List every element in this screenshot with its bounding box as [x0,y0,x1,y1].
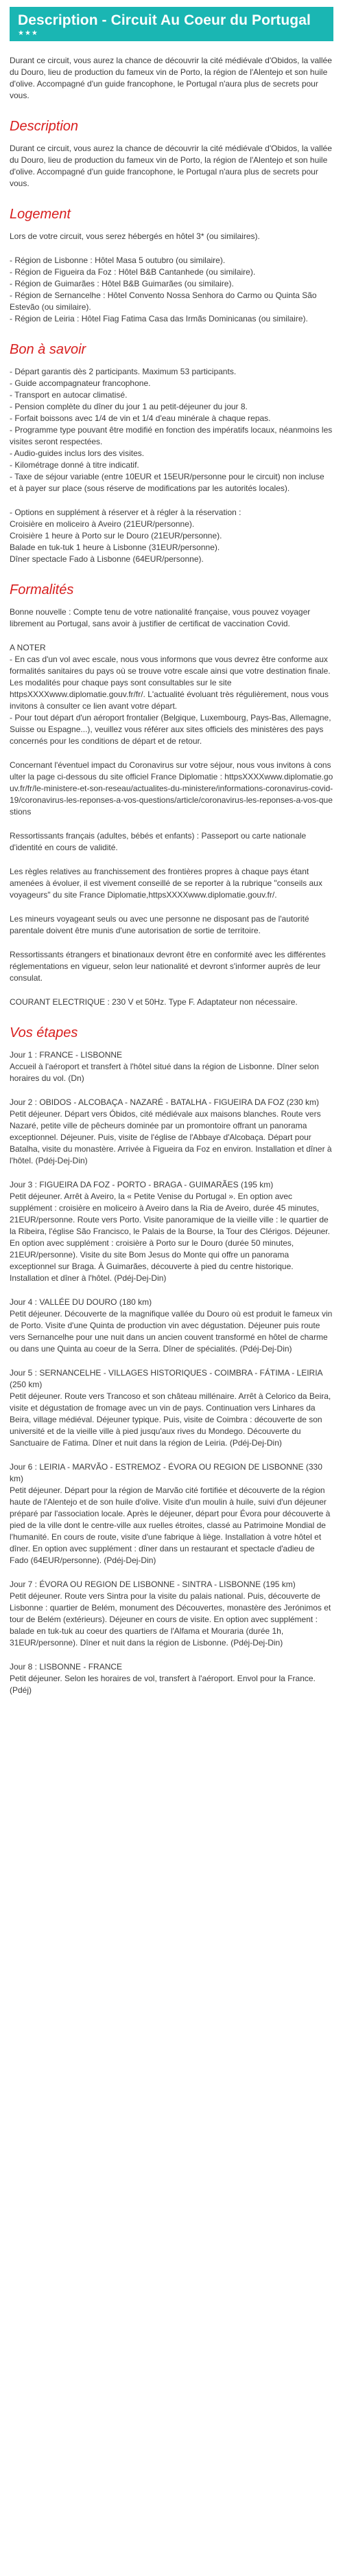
stage-title: Jour 5 : SERNANCELHE - VILLAGES HISTORIQUES - COIMBRA - FÁTIMA - LEIRIA (250 km) [10,1368,322,1389]
stage-item [10,1579,333,1649]
logement-item: - Région de Sernancelhe : Hôtel Convento Nossa Senhora do Carmo ou Quinta São Estevão (ou similaire). [10,290,317,312]
formalites-paragraph: Concernant l'éventuel impact du Coronavirus sur votre séjour, nous vous invitons à consulter la page ci-dessous du site officiel France Diplomatie : httpsXXXXwww.diplomatie.gouv.fr/fr/le-ministere-et-son-reseau/actualites-du-ministere/informations-coronavirus-covid-19/coronavirus-les-reponses-a-vos-questions/article/coronavirus-les-reponses-a-vos-questions [10,760,333,817]
info-item: - Guide accompagnateur francophone. [10,378,151,388]
description-heading: Description [10,119,79,134]
logement-item: - Région de Figueira da Foz : Hôtel B&B Cantanhede (ou similaire). [10,267,256,277]
intro-paragraph: Durant ce circuit, vous aurez la chance de découvrir la cité médiévale d'Obidos, la vallée du Douro, lieu de production du fameux vin de Porto, la région de l'Alentejo et son huile d'olive. Accompagné d'un guide francophone, le Portugal n'aura plus de secrets pour vous. [10,56,332,100]
stage-title: Jour 2 : OBIDOS - ALCOBAÇA - NAZARÉ - BATALHA - FIGUEIRA DA FOZ (230 km) [10,1097,319,1107]
logement-list [10,255,333,325]
option-item: Croisière 1 heure à Porto sur le Douro (21EUR/personne). [10,531,222,540]
bon-a-savoir-heading: Bon à savoir [10,342,86,357]
stage-description: Petit déjeuner. Selon les horaires de vol, transfert à l'aéroport. Envol pour la France. (Pdéj) [10,1674,316,1695]
note-line: A NOTER [10,643,46,652]
formalites-paragraph: Bonne nouvelle : Compte tenu de votre nationalité française, vous pouvez voyager librement au Portugal, sans avoir à justifier de certificat de vaccination Covid. [10,607,311,628]
formalites-paragraph: Ressortissants français (adultes, bébés et enfants) : Passeport ou carte nationale d'identité en cours de validité. [10,831,307,852]
main-content [0,41,343,1729]
info-item: - Audio-guides inclus lors des visites. [10,448,145,458]
stage-description: Petit déjeuner. Départ pour la région de Marvão cité fortifiée et découverte de la région haute de l'Alentejo et de son huile d'olive. Visite d'un moulin à huile, suivi d'un déjeuner préparé par l'association locale. Après le déjeuner, départ pour Évora pour découverte à pied de la ville dont le centre-ville aux ruelles étroites, classé au Patrimoine Mondial de l'humanité. En cours de route, visite d'une fabrique à liège. Installation à votre hôtel et dîner. En option avec supplément : dîner dans un restaurant et spectacle d'adieu de Fado (64EUR/personne). (Pdéj-Dej-Din) [10,1485,331,1565]
stage-item [10,1097,333,1167]
option-item: Balade en tuk-tuk 1 heure à Lisbonne (31EUR/personne). [10,543,220,552]
formalites-paragraph: Les mineurs voyageant seuls ou avec une personne ne disposant pas de l'autorité parentale doivent être munis d'une autorisation de sortie de territoire. [10,914,309,935]
logement-item: - Région de Leiria : Hôtel Fiag Fatima Casa das Irmãs Dominicanas (ou similaire). [10,314,308,323]
stage-description: Accueil à l'aéroport et transfert à l'hôtel situé dans la région de Lisbonne. Dîner selon horaires du vol. (Dn) [10,1062,319,1083]
stage-title: Jour 1 : FRANCE - LISBONNE [10,1050,123,1060]
note-line: Les modalités pour chaque pays sont consultables sur le site httpsXXXXwww.diplomatie.gouv.fr/fr/. L'actualité évoluant très régulièrement, nous vous invitons à consulter ce lien avant votre départ. [10,678,329,711]
page-title: Description - Circuit Au Coeur du Portugal [18,12,311,28]
info-item: - Taxe de séjour variable (entre 10EUR et 15EUR/personne pour le circuit) non incluse et à payer sur place (sous réserve de modifications par les autorités locales). [10,472,324,493]
stage-item [10,1049,333,1084]
stage-item [10,1297,333,1355]
stage-description: Petit déjeuner. Découverte de la magnifique vallée du Douro où est produit le fameux vin de Porto. Visite d'une Quinta de production vin avec dégustation. Déjeuner puis route vers Sernancelhe pour une nuit dans un ancien couvent transformé en hôtel de charme ou dans une Quinta au coeur de la Serra. Dîner de spécialités. (Pdéj-Dej-Din) [10,1309,333,1354]
info-item: - Kilométrage donné à titre indicatif. [10,460,139,470]
formalites-heading: Formalités [10,582,74,597]
stage-item [10,1367,333,1449]
formalites-paragraph: COURANT ELECTRIQUE : 230 V et 50Hz. Type F. Adaptateur non nécessaire. [10,997,298,1007]
title-banner [10,7,333,41]
stage-description: Petit déjeuner. Départ vers Óbidos, cité médiévale aux maisons blanches. Route vers Nazaré, petite ville de pêcheurs dominée par un promontoire offrant un panorama exceptionnel. Déjeuner. Puis, visite de l'église de l'Abbaye d'Alcobaça. Départ pour Batalha, visite du monastère. Arrivée à Figueira da Foz en environ. Installation et dîner à l'hôtel. (Pdéj-Dej-Din) [10,1109,332,1165]
note-line: - Pour tout départ d'un aéroport frontalier (Belgique, Luxembourg, Pays-Bas, Allemagne, Suisse ou Espagne...), veuillez vous référer aux sites officiels des ministères des pays concernés pour les conditions de départ et de retour. [10,713,331,746]
option-item: Croisière en moliceiro à Aveiro (21EUR/personne). [10,519,195,529]
bon-a-savoir-list [10,366,333,494]
option-item: - Options en supplément à réserver et à régler à la réservation : [10,508,241,517]
logement-intro: Lors de votre circuit, vous serez hébergés en hôtel 3* (ou similaires). [10,231,260,241]
formalites-paragraph: Les règles relatives au franchissement des frontières propres à chaque pays étant amenées à évoluer, il est vivement conseillé de se reporter à la rubrique "conseils aux voyageurs" du site France Diplomatie,httpsXXXXwww.diplomatie.gouv.fr/. [10,867,322,900]
stage-description: Petit déjeuner. Arrêt à Aveiro, la « Petite Venise du Portugal ». En option avec supplément : croisière en moliceiro à Aveiro dans la Ria de Aveiro, durée 45 minutes, 21EUR/personne. Route vers Porto. Visite panoramique de la vieille ville : le quartier de la Ribeira, l'église São Francisco, le Palais de la Bourse, la Tour des Clérigos. Déjeuner. En option avec supplément : croisière à Porto sur le Douro (durée 50 minutes, 21EUR/personne). Visite du site Bom Jesus do Monte qui offre un panorama exceptionnel sur Braga. À Guimarães, découverte à pied du centre historique. Installation et dîner à l'hôtel. (Pdéj-Dej-Din) [10,1192,330,1283]
logement-item: - Région de Guimarães : Hôtel B&B Guimarães (ou similaire). [10,279,234,288]
note-line: - En cas d'un vol avec escale, nous vous informons que vous devrez être conforme aux formalités sanitaires du pays où se trouve votre escale ainsi que votre destination finale. [10,654,331,676]
stage-item [10,1179,333,1284]
info-item: - Programme type pouvant être modifié en fonction des impératifs locaux, néanmoins les visites seront respectées. [10,425,333,446]
stage-title: Jour 8 : LISBONNE - FRANCE [10,1662,123,1672]
rating-stars: ★★★ [18,30,38,37]
stage-title: Jour 3 : FIGUEIRA DA FOZ - PORTO - BRAGA - GUIMARÃES (195 km) [10,1180,274,1189]
info-item: - Pension complète du dîner du jour 1 au petit-déjeuner du jour 8. [10,402,248,411]
formalites-note [10,642,333,747]
stage-title: Jour 4 : VALLÉE DU DOURO (180 km) [10,1297,152,1307]
etapes-heading: Vos étapes [10,1025,78,1040]
page [0,7,343,1729]
stage-item [10,1661,333,1696]
description-text: Durant ce circuit, vous aurez la chance de découvrir la cité médiévale d'Obidos, la vallée du Douro, lieu de production du fameux vin de Porto, la région de l'Alentejo et son huile d'olive. Accompagné d'un guide francophone, le Portugal n'aura plus de secrets pour vous. [10,144,332,188]
stage-description: Petit déjeuner. Route vers Trancoso et son château millénaire. Arrêt à Celorico da Beira, visite et dégustation de fromage avec un vin de pays. Continuation vers Linhares da Beira, village médiéval. Déjeuner typique. Puis, visite de Coimbra : découverte de son université et de la vieille ville à pied jusqu'aux rives du Mondego. Découverte du Sanctuaire de Fatima. Dîner et nuit dans la région de Leiria. (Pdéj-Dej-Din) [10,1391,331,1448]
options-list [10,507,333,565]
info-item: - Transport en autocar climatisé. [10,390,128,400]
stage-title: Jour 7 : ÉVORA OU REGION DE LISBONNE - SINTRA - LISBONNE (195 km) [10,1580,296,1589]
option-item: Dîner spectacle Fado à Lisbonne (64EUR/personne). [10,554,204,564]
formalites-paragraph: Ressortissants étrangers et binationaux devront être en conformité avec les différentes réglementations en vigueur, selon leur nationalité et devront s'informer auprès de leur consulat. [10,950,326,983]
stage-title: Jour 6 : LEIRIA - MARVÃO - ESTREMOZ - ÉVORA OU REGION DE LISBONNE (330 km) [10,1462,322,1483]
stage-item [10,1461,333,1566]
info-item: - Forfait boissons avec 1/4 de vin et 1/4 d'eau minérale à chaque repas. [10,413,271,423]
stage-description: Petit déjeuner. Route vers Sintra pour la visite du palais national. Puis, découverte de Lisbonne : quartier de Belém, monument des Découvertes, monastère des Jerónimos et tour de Belém (extérieurs). Déjeuner en cours de visite. En option avec supplément : balade en tuk-tuk au coeur des quartiers de l'Alfama et Mouraria (durée 1h, 31EUR/personne). Dîner et nuit dans la région de Lisbonne. (Pdéj-Dej-Din) [10,1591,331,1648]
logement-heading: Logement [10,207,71,222]
logement-item: - Région de Lisbonne : Hôtel Masa 5 outubro (ou similaire). [10,255,226,265]
info-item: - Départ garantis dès 2 participants. Maximum 53 participants. [10,367,237,376]
